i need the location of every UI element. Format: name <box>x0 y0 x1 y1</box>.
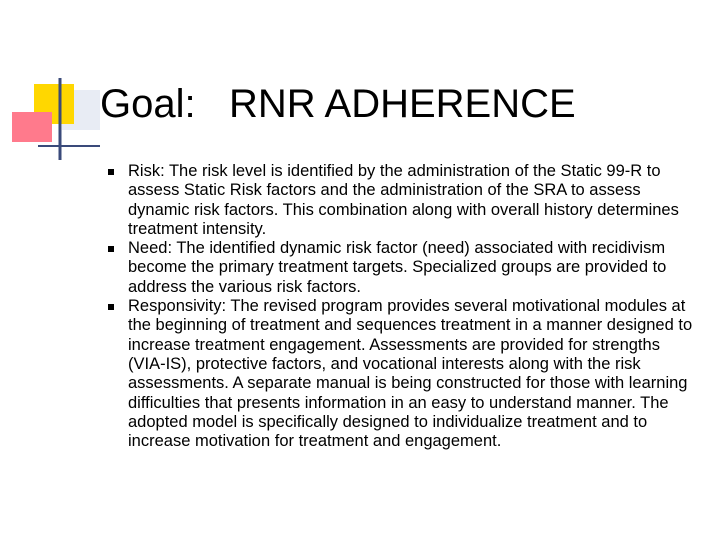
corner-ornament <box>0 0 110 170</box>
slide-title: Goal: RNR ADHERENCE <box>100 82 576 126</box>
bullet-item-risk <box>108 162 700 239</box>
square-bullet-icon <box>108 169 114 175</box>
bullet-list <box>108 162 700 451</box>
bullet-item-need <box>108 239 700 297</box>
ornament-pink-square <box>12 112 52 142</box>
square-bullet-icon <box>108 246 114 252</box>
bullet-text: Responsivity: The revised program provides several motivational modules at the beginning of treatment and sequences treatment in a manner designed to increase treatment engagement. Assessments are provided for strengths (VIA-IS), protective factors, and vocational interests along with the risk assessments. A separate manual is being constructed for those with learning difficulties that presents information in an easy to understand manner. The adopted model is specifically designed to individualize treatment and to increase motivation for treatment and engagement. <box>128 297 693 451</box>
bullet-text: Need: The identified dynamic risk factor (need) associated with recidivism become the primary treatment targets. Specialized groups are provided to address the various risk factors. <box>128 239 667 296</box>
square-bullet-icon <box>108 304 114 310</box>
bullet-text: Risk: The risk level is identified by the administration of the Static 99-R to assess Static Risk factors and the administration of the SRA to assess dynamic risk factors. This combination along with overall history determines treatment intensity. <box>128 162 679 238</box>
bullet-item-responsivity <box>108 297 700 451</box>
